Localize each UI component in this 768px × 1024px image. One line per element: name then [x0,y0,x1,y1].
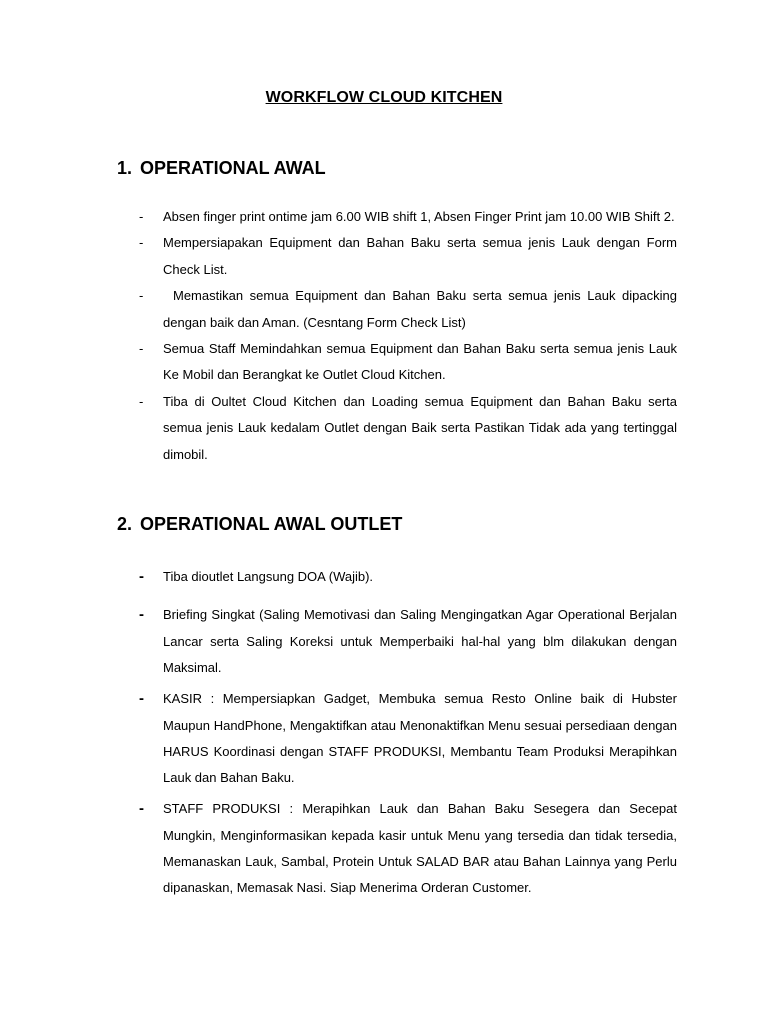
list-item [117,283,677,336]
list-item-text: Absen finger print ontime jam 6.00 WIB shift 1, Absen Finger Print jam 10.00 WIB Shift 2. [163,209,675,224]
list-item-text: Briefing Singkat (Saling Memotivasi dan Saling Mengingatkan Agar Operational Berjalan Lancar serta Saling Koreksi untuk Memperbaiki hal-hal yang blm dilakukan dengan Maksimal. [163,607,677,676]
list-item [117,796,677,902]
section-title: OPERATIONAL AWAL OUTLET [140,514,403,534]
list-item-text: Tiba di Oultet Cloud Kitchen dan Loading semua Equipment dan Bahan Baku serta semua jenis Lauk kedalam Outlet dengan Baik serta Pastikan Tidak ada yang tertinggal dimobil. [163,393,677,462]
section-heading [117,158,677,184]
bullet-dash: - [139,606,144,624]
section-title: OPERATIONAL AWAL [140,158,326,178]
bullet-dash: - [139,341,144,357]
list-item [117,602,677,681]
list-item [117,230,677,283]
bullet-dash: - [139,690,144,708]
bullet-dash: - [139,209,144,224]
list-item-text: Tiba dioutlet Langsung DOA (Wajib). [163,569,374,584]
section-operational-awal [117,158,677,468]
bullet-dash: - [139,800,144,818]
section-item-list [117,204,677,468]
list-item-text: STAFF PRODUKSI : Merapihkan Lauk dan Bahan Baku Sesegera dan Secepat Mungkin, Menginformasikan kepada kasir untuk Menu yang tersedia dan tidak tersedia, Memanaskan Lauk, Sambal, Protein Untuk SALAD BAR atau Bahan Lainnya yang Perlu dipanaskan, Memasak Nasi. Siap Menerima Orderan Customer. [163,801,677,896]
section-number: 2. [117,514,133,534]
list-item [117,204,677,230]
list-item [117,389,677,468]
section-heading [117,514,677,540]
list-item-text: Mempersiapakan Equipment dan Bahan Baku serta semua jenis Lauk dengan Form Check List. [163,235,677,277]
section-operational-awal-outlet [117,514,677,906]
list-item [117,686,677,792]
bullet-dash: - [139,568,144,585]
list-item [117,564,677,590]
document-title: WORKFLOW CLOUD KITCHEN [265,89,503,106]
bullet-dash: - [139,235,144,251]
list-item-text: Semua Staff Memindahkan semua Equipment dan Bahan Baku serta semua jenis Lauk Ke Mobil dan Berangkat ke Outlet Cloud Kitchen. [163,341,677,383]
list-item-text: Memastikan semua Equipment dan Bahan Baku serta semua jenis Lauk dipacking dengan baik dan Aman. (Cesntang Form Check List) [163,288,677,330]
list-item [117,336,677,389]
bullet-dash: - [139,393,144,409]
bullet-dash: - [139,288,144,304]
section-item-list [117,564,677,902]
list-item-text: KASIR : Mempersiapkan Gadget, Membuka semua Resto Online baik di Hubster Maupun HandPhone, Mengaktifkan atau Menonaktifkan Menu sesuai persediaan dengan HARUS Koordinasi dengan STAFF PRODUKSI, Membantu Team Produksi Merapihkan Lauk dan Bahan Baku. [163,691,677,786]
section-number: 1. [117,158,133,178]
